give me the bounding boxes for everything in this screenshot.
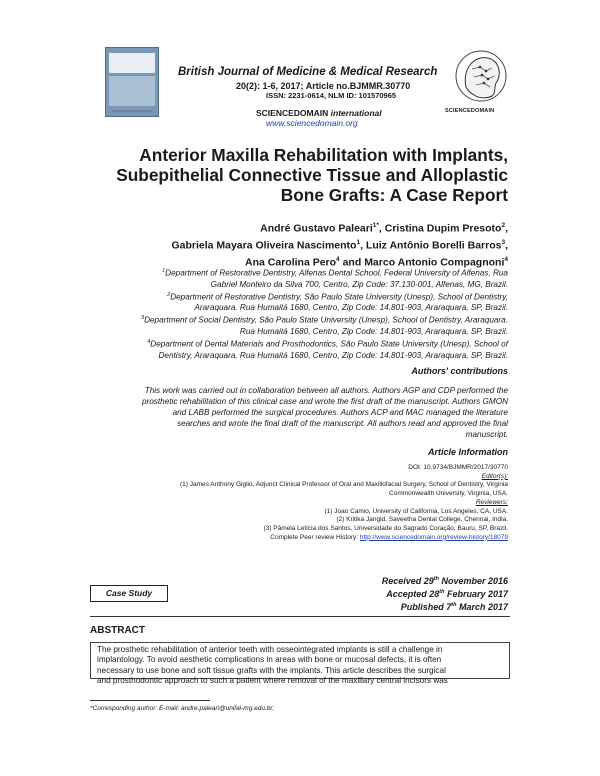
- ordinal-suffix: th: [439, 588, 445, 595]
- author-separator: ,: [505, 239, 508, 252]
- journal-title: British Journal of Medicine & Medical Research: [178, 66, 438, 78]
- doi: DOI: 10.9734/BJMMR/2017/30770: [408, 464, 508, 471]
- affiliation-mark: 2: [167, 291, 171, 298]
- contributions-text: [88, 385, 508, 440]
- article-info-heading: Article Information: [427, 447, 508, 457]
- affiliation-line: Gabriel Monteiro da Silva 700, Centro, Zip Code: 37.130-001, Alfenas, MG, Brazil.: [210, 279, 508, 289]
- review-history-link[interactable]: http://www.sciencedomain.org/review-history/18079: [359, 533, 508, 541]
- editor-line: (1) James Anthony Giglio, Adjunct Clinical Professor of Oral and Maxillofacial Surgery, School of Dentistry, Virginia: [179, 481, 508, 489]
- abstract-box: [90, 642, 510, 685]
- contrib-line: manuscript.: [465, 430, 508, 439]
- editor-line: Commonwealth University, Virginia, USA.: [389, 490, 508, 498]
- author-separator: ,: [505, 222, 508, 235]
- affiliation-line: Rua Humaitá 1680, Centro, Zip Code: 14.801-903, Araraquara, SP, Brazil.: [239, 327, 508, 337]
- article-dates: [382, 574, 508, 612]
- published-date-rest: March 2017: [456, 601, 508, 612]
- editors-label: Editor(s):: [481, 472, 508, 480]
- author-affiliation-mark: 1*: [372, 222, 379, 229]
- publisher-name: [256, 108, 382, 118]
- corresponding-author: *Corresponding author: E-mail: andre.paleari@unifal-mg.edu.br;: [90, 705, 275, 712]
- abstract-line: The prosthetic rehabilitation of anterior teeth with osseointegrated implants is still a challenge in: [97, 645, 443, 654]
- contrib-line: and LABB performed the surgical procedures. Authors ACP and MAC managed the literature: [172, 408, 508, 417]
- reviewer-line: (2) Kritika Jangid, Saveetha Dental College, Chennai, India.: [336, 516, 508, 524]
- abstract-line: and prosthodontic approach to such a patient where removal of the maxillary central incisors was: [97, 675, 448, 685]
- affiliation-line: [88, 313, 508, 326]
- author-name: Luiz Antônio Borelli Barros: [365, 239, 502, 252]
- affiliation-mark: 4: [147, 339, 151, 346]
- author-name: Gabriela Mayara Oliveira Nascimento: [171, 239, 357, 252]
- affiliation-line: [88, 266, 508, 279]
- author-name: Marco Antonio Compagnoni: [364, 256, 505, 269]
- abstract-heading: ABSTRACT: [90, 625, 145, 636]
- abstract-line: implantology. To avoid aesthetic complications in areas with bone or mucosal defects, it is often: [97, 655, 442, 665]
- affiliation-line: Dentistry, Araraquara, Rua Humaitá 1680, Centro, Zip Code: 14.801-903, Araraquara, SP, Brazil.: [158, 350, 508, 360]
- received-date-text: Received 29: [381, 576, 434, 586]
- publisher-label: SCIENCEDOMAIN: [256, 108, 329, 118]
- author-affiliation-mark: 4: [504, 256, 508, 263]
- author-list: [68, 219, 508, 270]
- affiliations: [88, 266, 508, 361]
- publisher-suffix: international: [330, 108, 382, 118]
- author-affiliation-mark: 1: [356, 239, 361, 246]
- sciencedomain-logo: [452, 49, 510, 107]
- affiliation-mark: 3: [141, 315, 145, 322]
- reviewer-line: (3) Pâmela Letícia dos Santos, Universidade do Sagrado Coração, Bauru, SP, Brazil.: [263, 524, 508, 532]
- contrib-line: This work was carried out in collaboration between all authors. Authors AGP and CDP performed the: [144, 386, 508, 395]
- accepted-date-text: Accepted 28: [386, 588, 440, 599]
- reviewer-line: (1) Joao Camio, University of California, Los Angeles, CA, USA.: [324, 507, 508, 515]
- affiliation-line: [88, 337, 508, 350]
- affiliation-line: Araraquara. Rua Humaitá 1680, Centro, Zip Code: 14.801-903, Araraquara, SP, Brazil.: [194, 303, 508, 313]
- author-affiliation-mark: 2: [501, 222, 506, 229]
- received-date-rest: November 2016: [438, 576, 508, 586]
- review-history-label: Complete Peer review History:: [270, 533, 360, 541]
- journal-issn: ISSN: 2231-0614, NLM ID: 101570965: [266, 91, 397, 100]
- affiliation-text: Department of Restorative Dentistry, São Paulo State University (Unesp), School of Dentistry,: [170, 292, 508, 302]
- title-line: Bone Grafts: A Case Report: [280, 185, 508, 205]
- author-affiliation-mark: 3: [501, 239, 506, 246]
- ordinal-suffix: th: [433, 576, 439, 582]
- author-separator: and: [339, 256, 365, 269]
- publisher-website-link[interactable]: www.sciencedomain.org: [266, 118, 358, 128]
- ordinal-suffix: th: [451, 601, 457, 608]
- abstract-line: necessary to use bone and soft tissue grafts with the implants. This article describes the surgical: [97, 665, 446, 675]
- title-line: Anterior Maxilla Rehabilitation with Implants,: [139, 145, 508, 165]
- published-date-text: Published 7: [400, 601, 452, 612]
- footnote-divider: [90, 700, 210, 701]
- published-date: [382, 600, 508, 613]
- author-affiliation-mark: 4: [336, 256, 340, 263]
- journal-citation: 20(2): 1-6, 2017; Article no.BJMMR.30770: [236, 81, 411, 91]
- author-name: Cristina Dupim Presoto: [384, 222, 502, 235]
- journal-cover-image: [105, 47, 159, 117]
- contrib-line: searches and wrote the final draft of the manuscript. All authors read and approved the final: [176, 419, 508, 428]
- received-date: [382, 574, 508, 587]
- author-name: André Gustavo Paleari: [260, 222, 373, 235]
- accepted-date: [382, 587, 508, 600]
- affiliation-line: [88, 290, 508, 303]
- title-line: Subepithelial Connective Tissue and Alloplastic: [116, 165, 508, 185]
- affiliation-text: Department of Social Dentistry, São Paulo State University (Unesp), School of Dentistry, Araraquara.: [144, 316, 508, 326]
- author-separator: ,: [360, 239, 366, 252]
- section-divider: [90, 616, 510, 617]
- article-title: [88, 145, 508, 205]
- author-name: Ana Carolina Pero: [245, 256, 337, 269]
- article-type-badge: Case Study: [90, 585, 168, 602]
- reviewers-label: Reviewers:: [475, 498, 508, 506]
- article-information: [68, 464, 508, 542]
- accepted-date-rest: February 2017: [444, 588, 508, 599]
- contrib-line: prosthetic rehabilitation of this clinical case and wrote the first draft of the manuscript. Authors GMON: [141, 397, 508, 406]
- contributions-heading: Authors' contributions: [411, 366, 508, 376]
- author-separator: ,: [378, 222, 385, 235]
- affiliation-text: Department of Restorative Dentistry, Alfenas Dental School, Federal University of Alfenas, Rua: [165, 268, 508, 278]
- affiliation-text: Department of Dental Materials and Prosthodontics, São Paulo State University (Unesp), School of: [150, 339, 508, 349]
- review-history: [68, 534, 508, 543]
- affiliation-mark: 1: [162, 268, 166, 274]
- logo-caption: SCIENCEDOMAIN: [445, 108, 495, 114]
